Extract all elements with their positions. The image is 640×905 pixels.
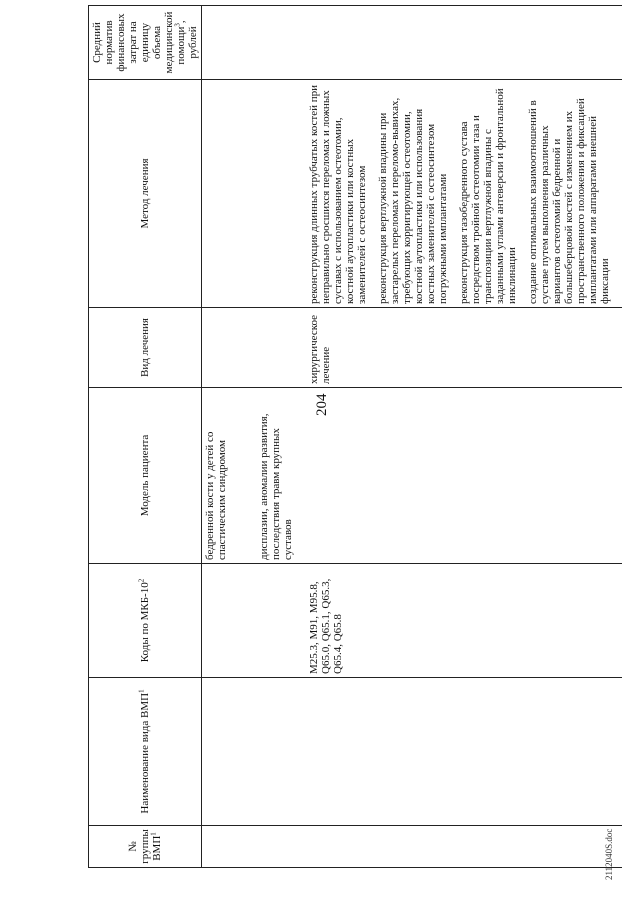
method-item: создание оптимальных взаимоотношений в суставе путем выполнения различных вариантов остеотомий бедренной и большеберцовой костей с изменением их пространственного положения и фиксацией имплантатами или аппаратами внешней фиксации (527, 98, 611, 304)
method-item: реконструкция длинных трубчатых костей при неправильно сросшихся переломах и ложных суставах с использованием остеотомии, костной аутопластики или костных заменителей с остеосинтезом (308, 85, 368, 304)
treatment-type-text: хирургическое лечение (308, 314, 332, 384)
header-vmp-name: Наименование вида ВМП$^1$ (89, 678, 202, 826)
cell-vmp-name (202, 678, 623, 826)
method-item: реконструкция вертлужной впадины при застарелых переломах и переломо-вывихах, требующих корригирующей остеотомии, костной аутопластики или использования костных заменителей с остеосинтезом погружными имплантатами (377, 97, 449, 304)
cell-group-number (202, 826, 623, 868)
method-item: реконструкция тазобедренного сустава посредством тройной остеотомии таза и транспозиции вертлужной впадины с заданными углами антеверсии и фронтальной инклинации (458, 88, 518, 304)
header-row (89, 6, 202, 868)
footer-document-code: 2112040S.doc (604, 828, 614, 880)
treatment-table (88, 5, 622, 868)
cell-treatment-method (202, 80, 623, 308)
header-treatment-method: Метод лечения (89, 80, 202, 308)
header-treatment-type: Вид лечения (89, 308, 202, 388)
icd-codes-text: M25.3, M91, M95.8, Q65.0, Q65.1, Q65.3, Q65.4, Q65.8 (308, 578, 344, 674)
table-row (202, 6, 623, 868)
header-patient-model: Модель пациента (89, 388, 202, 564)
header-group-number: № группы ВМП$^1$ (89, 826, 202, 868)
cell-icd-codes (202, 564, 623, 678)
cell-treatment-type (202, 308, 623, 388)
header-average-cost: Средний норматив финансовых затрат на единицу объема медицинской помощи$^3$, рублей (89, 6, 202, 80)
header-icd-codes: Коды по МКБ-$10^2$ (89, 564, 202, 678)
patient-model-continued: бедренной кости у детей со спастическим синдромом (204, 431, 228, 560)
patient-model-text: дисплазии, аномалии развития, последствия травм крупных суставов (258, 413, 294, 560)
cell-patient-model (202, 388, 623, 564)
page-number: 204 (314, 393, 330, 416)
cell-average-cost (202, 6, 623, 80)
